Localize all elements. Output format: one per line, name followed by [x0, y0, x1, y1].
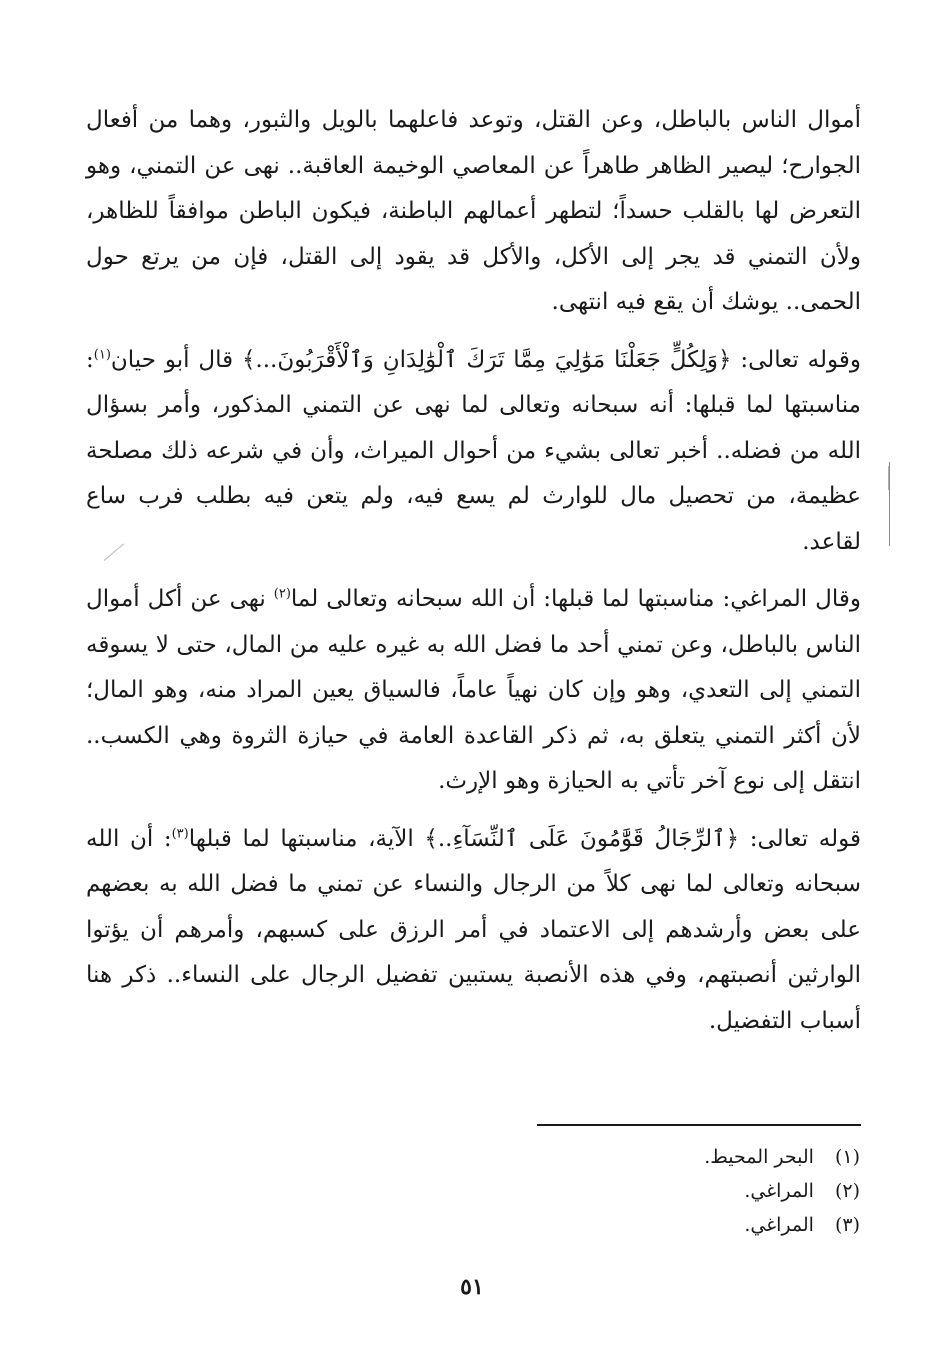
paragraph-3-body: نهى عن أكل أموال الناس بالباطل، وعن تمني أحد ما فضل الله به غيره عليه من المال، حتى لا يسوقه التمني إلى التعدي، وهو وإن كان نهياً عاماً، فالسياق يعين المراد منه، وهو المال؛ لأن أكثر التمني يتعلق به، ثم ذكر القاعدة العامة في حيازة الثروة وهي الكسب.. انتقل إلى نوع آخر تأتي به الحيازة وهو الإرث.: [86, 586, 861, 794]
quran-verse-2: ﴿ٱلرِّجَالُ قَوَّٰمُونَ عَلَى ٱلنِّسَآءِ..﴾: [424, 825, 740, 852]
quran-verse-1: ﴿وَلِكُلٍّ جَعَلْنَا مَوَٰلِيَ مِمَّا تَرَكَ ٱلْوَٰلِدَانِ وَٱلْأَقْرَبُونَ...﴾: [241, 346, 732, 373]
paragraph-4: [86, 817, 861, 1045]
footnote-ref-1[interactable]: (١): [93, 346, 111, 362]
footnote-ref-3[interactable]: (٣): [171, 825, 189, 841]
paragraph-4-intro: قوله تعالى:: [739, 825, 861, 852]
paragraph-2-body: : مناسبتها لما قبلها: أنه سبحانه وتعالى لما نهى عن التمني المذكور، وأمر بسؤال الله من فضله.. أخبر تعالى بشيء من أحوال الميراث، وأن في شرعه ذلك مصلحة عظيمة، من تحصيل مال للوارث لم يسع فيه، ولم يتعن فيه بطلب فرب ساع لقاعد.: [86, 346, 861, 555]
page-number: ٥١: [460, 1274, 484, 1300]
footnote-2-text: المراغي.: [744, 1180, 814, 1202]
footnote-1-number: (١): [834, 1146, 860, 1168]
paragraph-2-attribution: قال أبو حيان: [110, 346, 242, 373]
paragraph-3-intro: وقال المراغي: مناسبتها لما قبلها: أن الله سبحانه وتعالى لما: [290, 586, 861, 612]
footnote-3-number: (٣): [834, 1214, 860, 1236]
footnote-2-number: (٢): [834, 1180, 860, 1202]
margin-scan-line-faint: [888, 466, 889, 490]
paragraph-1: [86, 98, 861, 326]
main-text: [86, 98, 861, 1044]
footnote-ref-2[interactable]: (٢): [273, 586, 291, 602]
paragraph-4-body: : أن الله سبحانه وتعالى لما نهى كلاً من الرجال والنساء عن تمني ما فضل الله به بعضهم على بعض وأرشدهم إلى الاعتماد في أمر الرزق على كسبهم، وأمرهم أن يؤتوا الوارثين أنصبتهم، وفي هذه الأنصبة يستبين تفضيل الرجال على النساء.. ذكر هنا أسباب التفضيل.: [86, 825, 861, 1034]
footnote-1-text: البحر المحيط.: [704, 1146, 814, 1168]
footnote-separator: [537, 1124, 861, 1126]
footnotes-list: [560, 1140, 860, 1242]
paragraph-3: [86, 577, 861, 805]
footnote-1: [560, 1140, 860, 1174]
footnote-3: [560, 1208, 860, 1242]
paragraph-1-text: أموال الناس بالباطل، وعن القتل، وتوعد فاعلهما بالويل والثبور، وهما من أفعال الجوارح؛ ليصير الظاهر طاهراً عن المعاصي الوخيمة العاقبة.. نهى عن التمني، وهو التعرض لها بالقلب حسداً؛ لتطهر أعمالهم الباطنة، فيكون الباطن موافقاً للظاهر، ولأن التمني قد يجر إلى الأكل، والأكل قد يقود إلى القتل، فإن من يرتع حول الحمى.. يوشك أن يقع فيه انتهى.: [86, 107, 861, 315]
footnote-2: [560, 1174, 860, 1208]
paragraph-4-attribution: الآية، مناسبتها لما قبلها: [188, 825, 425, 852]
paragraph-2: [86, 338, 861, 566]
paragraph-2-intro: وقوله تعالى:: [731, 346, 861, 373]
footnote-3-text: المراغي.: [744, 1214, 814, 1236]
margin-scan-line: [889, 462, 890, 546]
